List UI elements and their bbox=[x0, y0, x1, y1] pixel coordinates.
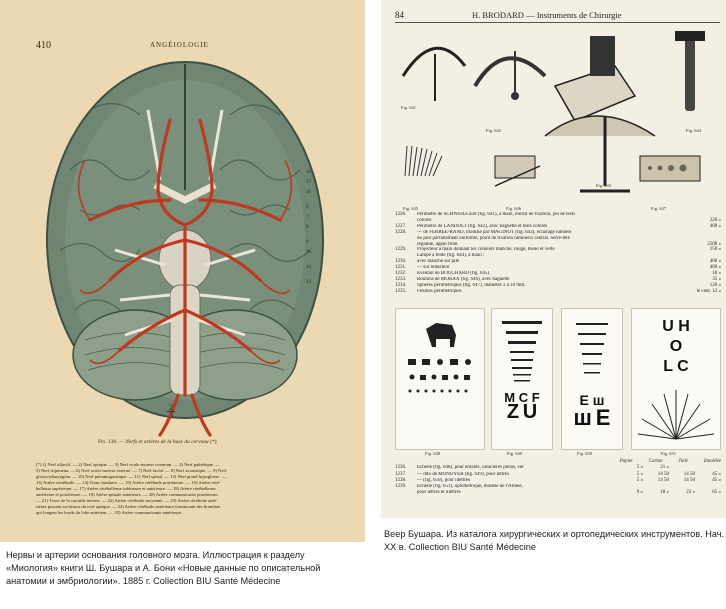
catalog-code: 1228. bbox=[395, 229, 407, 235]
price-code: 1238. bbox=[395, 477, 407, 483]
catalog-text: — sur réducteur bbox=[417, 265, 450, 271]
chart-e-2: ш bbox=[592, 392, 605, 408]
legend-line: 5) Nerf trijumeau. — 6) Nerf oculo-moteur externe. — 7) Nerf facial. — 8) Nerf acoustique. — 9) Nerf bbox=[36, 468, 227, 473]
chart-letter-f: F bbox=[531, 390, 540, 405]
label-16: 16 bbox=[306, 170, 311, 175]
price-value: 14 50 bbox=[683, 477, 695, 483]
legend-line: rieure passant au-dessus du nerf optique. — 24) Artère cérébrale antérieure fournissant des branches bbox=[36, 504, 221, 509]
fig-643-tag: Fig. 643 bbox=[596, 183, 612, 188]
col-emaillee: Emaillée bbox=[703, 459, 721, 464]
price-value: 14 50 bbox=[657, 471, 669, 477]
label-8: 8 bbox=[306, 225, 309, 230]
catalog-text: réglable, appui front bbox=[417, 241, 458, 247]
label-14: 14 bbox=[306, 265, 311, 270]
price-rows bbox=[395, 465, 721, 496]
fig-650-tag: Fig. 650 bbox=[577, 451, 593, 456]
catalog-text: Feuilles périmétriques bbox=[417, 288, 462, 294]
left-figure-title: — Nerfs et artères de la base du cerveau (*). bbox=[119, 439, 218, 445]
chart-letters-lc: L C bbox=[663, 358, 689, 375]
letter-chart-graphic bbox=[492, 309, 552, 449]
catalog-text: Périmètre de LANDOLT (fig. 642), avec baguette et tests colorés bbox=[417, 223, 548, 229]
fig-649-tag: Fig. 649 bbox=[507, 451, 523, 456]
right-caption: Веер Бушара. Из каталога хирургических и ортопедических инструментов. Нач. XX в. Collection BIU Santé Médecine bbox=[384, 529, 725, 552]
chart-e-1: E bbox=[579, 392, 589, 408]
chart-e-4: E bbox=[595, 405, 611, 430]
left-legend bbox=[36, 462, 336, 516]
catalog-price: 400 » bbox=[709, 265, 721, 271]
catalog-text: Sphères périmétriques (fig. 647), diamètre 2 à 10 mm. bbox=[417, 282, 526, 288]
catalog-text: Périmètre de SCHWEIGGER (fig. 641), à main, miroir de fixation, jeu de tests bbox=[417, 212, 576, 217]
fig-645-tag: Fig. 645 bbox=[403, 206, 419, 211]
catalog-price: le cent. 12 » bbox=[696, 288, 721, 294]
right-plate-image bbox=[381, 0, 726, 518]
chart-letter-z: Z bbox=[506, 401, 520, 423]
right-running-head: H. BRODARD — Instruments de Chirurgie bbox=[472, 10, 622, 20]
price-code bbox=[395, 490, 417, 496]
chart-letter-o: O bbox=[669, 338, 683, 355]
instruments-illustration bbox=[395, 26, 721, 212]
fig-647-tag: Fig. 647 bbox=[651, 206, 667, 211]
chart-letter-c: C bbox=[518, 390, 529, 405]
label-9: 9 bbox=[306, 240, 309, 245]
legend-line: — 21) Tronc de la carotide interne. — 22) Artère cérébrale moyenne. — 23) Artère cérébrale anté- bbox=[36, 498, 218, 503]
left-page-number: 410 bbox=[36, 40, 51, 51]
header-rule bbox=[395, 22, 720, 23]
fig-646-tag: Fig. 646 bbox=[506, 206, 522, 211]
catalog-price: 220 » bbox=[709, 217, 721, 223]
fig-642-tag: Fig. 642 bbox=[486, 128, 502, 133]
label-13: 13 bbox=[306, 280, 311, 285]
fig-651-tag: Fig. 651 bbox=[661, 451, 677, 456]
catalog-code: 1232. bbox=[395, 271, 407, 277]
col-carton: Carton bbox=[648, 459, 663, 464]
left-running-head: ANGÉIOLOGIE bbox=[150, 41, 209, 49]
price-value: 5 » bbox=[636, 471, 643, 477]
label-6: 6 bbox=[306, 205, 309, 210]
left-caption: Нервы и артерии основания головного мозга. Иллюстрация к разделу «Миология» книги Ш. Бушара и А. Бони «Новые данные по описательной анатомии и эмбриологии». 1885 г. Collection BIU Santé Médecine bbox=[6, 550, 321, 586]
catalog-text: Lampe à fente (fig. 644), à main : bbox=[417, 253, 485, 259]
catalog-price: 120 » bbox=[709, 282, 721, 288]
col-toile: Toile bbox=[678, 459, 688, 464]
catalog-text: du jour parfaitement uniforme, point de fixation lumineux central. Serre-tête bbox=[417, 235, 570, 241]
legend-line: (*) 1) Nerf olfactif. — 2) Nerf optique. — 3) Nerf oculo-moteur commun. — 4) Nerf pathétique. — bbox=[36, 462, 220, 467]
price-value: 5 » bbox=[636, 465, 643, 471]
price-text: Echelle (fig. 651), optométrique, modèle de l'Armée, bbox=[417, 484, 523, 490]
price-text: — (fig. 650), pour illettrés bbox=[417, 477, 471, 483]
price-code: 1237. bbox=[395, 471, 407, 477]
price-text: — dito de MONOYER (fig. 649), pour lettrés bbox=[417, 471, 509, 477]
chart-fig-649 bbox=[491, 308, 553, 450]
price-code: 1236. bbox=[395, 465, 407, 471]
price-text: pour lettrés et illettrés bbox=[417, 490, 461, 496]
catalog-code: 1234. bbox=[395, 282, 407, 288]
label-17: 17 bbox=[306, 180, 311, 185]
eye-charts bbox=[395, 308, 721, 458]
catalog-price: 2500 » bbox=[707, 241, 721, 247]
legend-line: glosso-pharyngien. — 10) Nerf pneumogastrique. — 11) Nerf spinal. — 12) Nerf grand hypoglosse. — bbox=[36, 474, 227, 479]
catalog-price: 150 » bbox=[709, 247, 721, 253]
legend-line: antérieure et postérieure. — 19) Artère spinale antérieure. — 20) Artère communicante postérieure. bbox=[36, 492, 219, 497]
legend-line: 13) Artère vertébrale. — 14) Tronc basilaire. — 15) Artère cérébrale postérieure. — 16) Artère céré- bbox=[36, 480, 221, 485]
chart-fig-648 bbox=[395, 308, 485, 450]
price-row bbox=[395, 490, 721, 496]
price-value: 14 50 bbox=[657, 477, 669, 483]
legend-line: qui longent les bords du lobe antérieur. — 25) Artère communicante antérieure. bbox=[36, 510, 183, 515]
price-value: 9 » bbox=[636, 490, 643, 496]
left-figure-label: Fig. 130. bbox=[98, 439, 118, 445]
scale-denominator: 3 bbox=[169, 411, 173, 420]
right-page-number: 84 bbox=[395, 10, 404, 20]
catalog-price: 400 » bbox=[709, 259, 721, 265]
chart-e-3: ш bbox=[573, 405, 592, 430]
col-papier: Papier bbox=[619, 459, 633, 464]
catalog-list bbox=[395, 212, 721, 295]
scale-fraction bbox=[167, 404, 175, 419]
price-value: 14 50 bbox=[683, 471, 695, 477]
fig-641-tag: Fig. 641 bbox=[401, 105, 417, 110]
catalog-text: colorés bbox=[417, 217, 432, 223]
chart-fig-650 bbox=[561, 308, 623, 450]
fig-648-tag: Fig. 648 bbox=[425, 451, 441, 456]
price-value: 21 » bbox=[660, 465, 669, 471]
catalog-text: avec manche sur pile bbox=[417, 259, 460, 265]
price-value: 65 » bbox=[712, 490, 721, 496]
catalog-code: 1226. bbox=[395, 212, 407, 217]
price-value: 18 » bbox=[660, 490, 669, 496]
left-plate-image bbox=[0, 0, 365, 542]
catalog-code: 1229. bbox=[395, 247, 407, 253]
catalog-row bbox=[395, 289, 721, 295]
catalog-text: — de FERREE-RAND, modifié par MAGINOT (fig. 643), éclairage lumière bbox=[417, 229, 572, 235]
price-value: 45 » bbox=[712, 471, 721, 477]
catalog-price: 400 » bbox=[709, 223, 721, 229]
catalog-price: 35 » bbox=[712, 276, 721, 282]
catalog-text: Boutons de MORAX (fig. 646), avec baguette bbox=[417, 276, 510, 282]
brain-base-illustration bbox=[30, 50, 340, 450]
label-18: 18 bbox=[306, 190, 311, 195]
price-table bbox=[395, 459, 721, 497]
catalog-code: 1227. bbox=[395, 223, 407, 229]
price-text: Echelle (fig. 648), pour enfants, caractères pleins, sur bbox=[417, 465, 524, 471]
pictogram-chart-icon bbox=[396, 309, 484, 404]
legend-line: belleuse supérieure. — 17) Artère cérébelleuse inférieure et antérieure. — 18) Artère cérébelleuse bbox=[36, 486, 216, 491]
catalog-code: 1233. bbox=[395, 276, 407, 282]
catalog-price: 18 » bbox=[712, 271, 721, 277]
price-value: 45 » bbox=[712, 477, 721, 483]
label-7: 7 bbox=[306, 215, 309, 220]
catalog-text: Eventail de BOUCHARD (fig. 645) bbox=[417, 271, 490, 277]
scale-numerator: 2 bbox=[169, 403, 173, 412]
chart-letter-m: M bbox=[504, 390, 516, 405]
astigmatism-fan-icon bbox=[632, 384, 720, 444]
label-10: 10 bbox=[306, 250, 311, 255]
catalog-text: Projecteur à main donnant les couleurs blanche, rouge, bleue et verte bbox=[417, 247, 555, 253]
catalog-code: 1230. bbox=[395, 259, 407, 265]
catalog-code: 1235. bbox=[395, 288, 407, 294]
price-code: 1239. bbox=[395, 484, 407, 490]
chart-letters-uh: U H bbox=[662, 318, 690, 335]
catalog-code: 1231. bbox=[395, 265, 407, 271]
fig-644-tag: Fig. 644 bbox=[686, 128, 702, 133]
price-value: 5 » bbox=[636, 477, 643, 483]
chart-fig-651 bbox=[631, 308, 721, 450]
left-figure-caption bbox=[98, 439, 218, 445]
price-value: 23 » bbox=[686, 490, 695, 496]
chart-letter-u: U bbox=[522, 401, 538, 423]
